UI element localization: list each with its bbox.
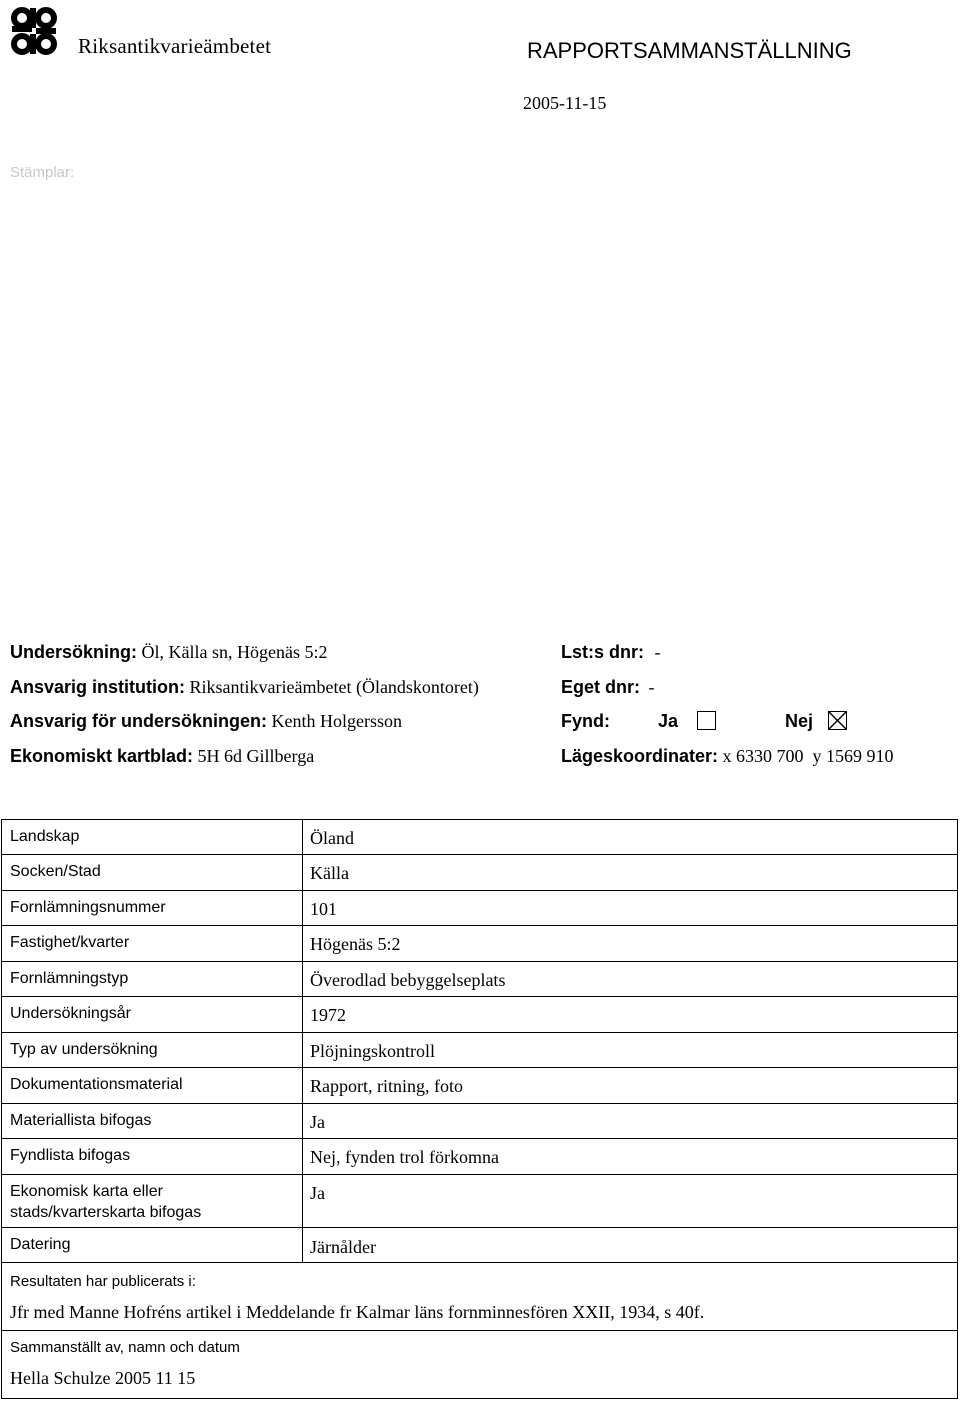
- fynd-nej-checkbox: [828, 711, 847, 730]
- document-date: 2005-11-15: [523, 93, 607, 113]
- fynd-ja-label: Ja: [658, 711, 679, 731]
- row-value: Nej, fynden trol förkomna: [310, 1147, 499, 1167]
- row-label: Dokumentationsmaterial: [10, 1076, 183, 1093]
- eget-dnr-label: Eget dnr:: [561, 677, 640, 697]
- table-row: [2, 1175, 957, 1228]
- row-value: 1972: [310, 1005, 346, 1025]
- row-label: Materiallista bifogas: [10, 1112, 152, 1129]
- row-value: Plöjningskontroll: [310, 1041, 436, 1061]
- row-value: Överodlad bebyggelseplats: [310, 970, 506, 990]
- fynd-nej-option: [785, 711, 847, 732]
- institution-value: Riksantikvarieämbetet (Ölandskontoret): [189, 677, 479, 697]
- row-value: 101: [310, 899, 337, 919]
- publicerats-row: [2, 1263, 957, 1331]
- table-row: [2, 820, 957, 855]
- table-row: [2, 1068, 957, 1104]
- row-value: Järnålder: [310, 1237, 376, 1257]
- stamps-label: Stämplar:: [10, 164, 75, 181]
- row-label: Socken/Stad: [10, 863, 101, 880]
- undersokning-label: Undersökning:: [10, 642, 138, 662]
- ansvarig-row: [10, 711, 402, 732]
- row-label: Ekonomisk karta eller stads/kvarterskarta bifogas: [10, 1183, 202, 1221]
- kartblad-label: Ekonomiskt kartblad:: [10, 746, 194, 766]
- undersokning-row: [10, 642, 327, 663]
- table-row: [2, 1033, 957, 1068]
- eget-dnr-row: [561, 677, 655, 698]
- eget-dnr-value: -: [648, 677, 655, 697]
- fynd-ja-checkbox: [697, 711, 716, 730]
- row-label: Landskap: [10, 828, 80, 845]
- sammanstallt-row: [2, 1331, 957, 1397]
- table-row: [2, 1139, 957, 1175]
- table-row: [2, 1228, 957, 1263]
- kartblad-row: [10, 746, 314, 767]
- fynd-ja-option: [658, 711, 716, 732]
- ansvarig-value: Kenth Holgersson: [271, 711, 403, 731]
- row-label: Datering: [10, 1236, 71, 1253]
- lst-dnr-label: Lst:s dnr:: [561, 642, 644, 662]
- org-name: Riksantikvarieämbetet: [78, 34, 272, 58]
- table-row: [2, 926, 957, 962]
- row-value: Högenäs 5:2: [310, 934, 401, 954]
- row-value: Rapport, ritning, foto: [310, 1076, 463, 1096]
- raa-emblem-icon: [8, 4, 70, 58]
- row-label: Fornlämningstyp: [10, 970, 129, 987]
- row-label: Fyndlista bifogas: [10, 1147, 131, 1164]
- table-row: [2, 962, 957, 997]
- fynd-row: [561, 711, 610, 732]
- ansvarig-label: Ansvarig för undersökningen:: [10, 711, 268, 731]
- row-label: Fornlämningsnummer: [10, 899, 166, 916]
- raa-logo: [8, 4, 308, 60]
- lst-dnr-row: [561, 642, 661, 663]
- sammanstallt-value: Hella Schulze 2005 11 15: [10, 1368, 196, 1388]
- row-label: Typ av undersökning: [10, 1041, 158, 1058]
- row-value: Ja: [310, 1112, 325, 1132]
- institution-label: Ansvarig institution:: [10, 677, 185, 697]
- row-value: Ja: [310, 1183, 325, 1203]
- table-row: [2, 855, 957, 891]
- row-value: Öland: [310, 828, 354, 848]
- details-table: [1, 819, 958, 1399]
- fynd-label: Fynd:: [561, 711, 610, 731]
- row-value: Källa: [310, 863, 349, 883]
- table-row: [2, 997, 957, 1033]
- lst-dnr-value: -: [654, 642, 661, 662]
- institution-row: [10, 677, 479, 698]
- koordinater-label: Lägeskoordinater:: [561, 746, 719, 766]
- sammanstallt-label: Sammanställt av, namn och datum: [10, 1339, 240, 1356]
- table-row: [2, 891, 957, 926]
- publicerats-value: Jfr med Manne Hofréns artikel i Meddelande fr Kalmar läns fornminnesfören XXII, 1934, s 40f.: [10, 1302, 705, 1322]
- table-row: [2, 1104, 957, 1139]
- koordinater-row: [561, 746, 894, 767]
- row-label: Undersökningsår: [10, 1005, 131, 1022]
- cross-mark-icon: [829, 712, 846, 729]
- fynd-nej-label: Nej: [785, 711, 814, 731]
- document-title: RAPPORTSAMMANSTÄLLNING: [527, 38, 852, 63]
- kartblad-value: 5H 6d Gillberga: [197, 746, 315, 766]
- koordinater-value: x 6330 700 y 1569 910: [722, 746, 894, 766]
- undersokning-value: Öl, Källa sn, Högenäs 5:2: [141, 642, 328, 662]
- column-divider: [302, 820, 303, 1263]
- row-label: Fastighet/kvarter: [10, 934, 130, 951]
- publicerats-label: Resultaten har publicerats i:: [10, 1273, 196, 1290]
